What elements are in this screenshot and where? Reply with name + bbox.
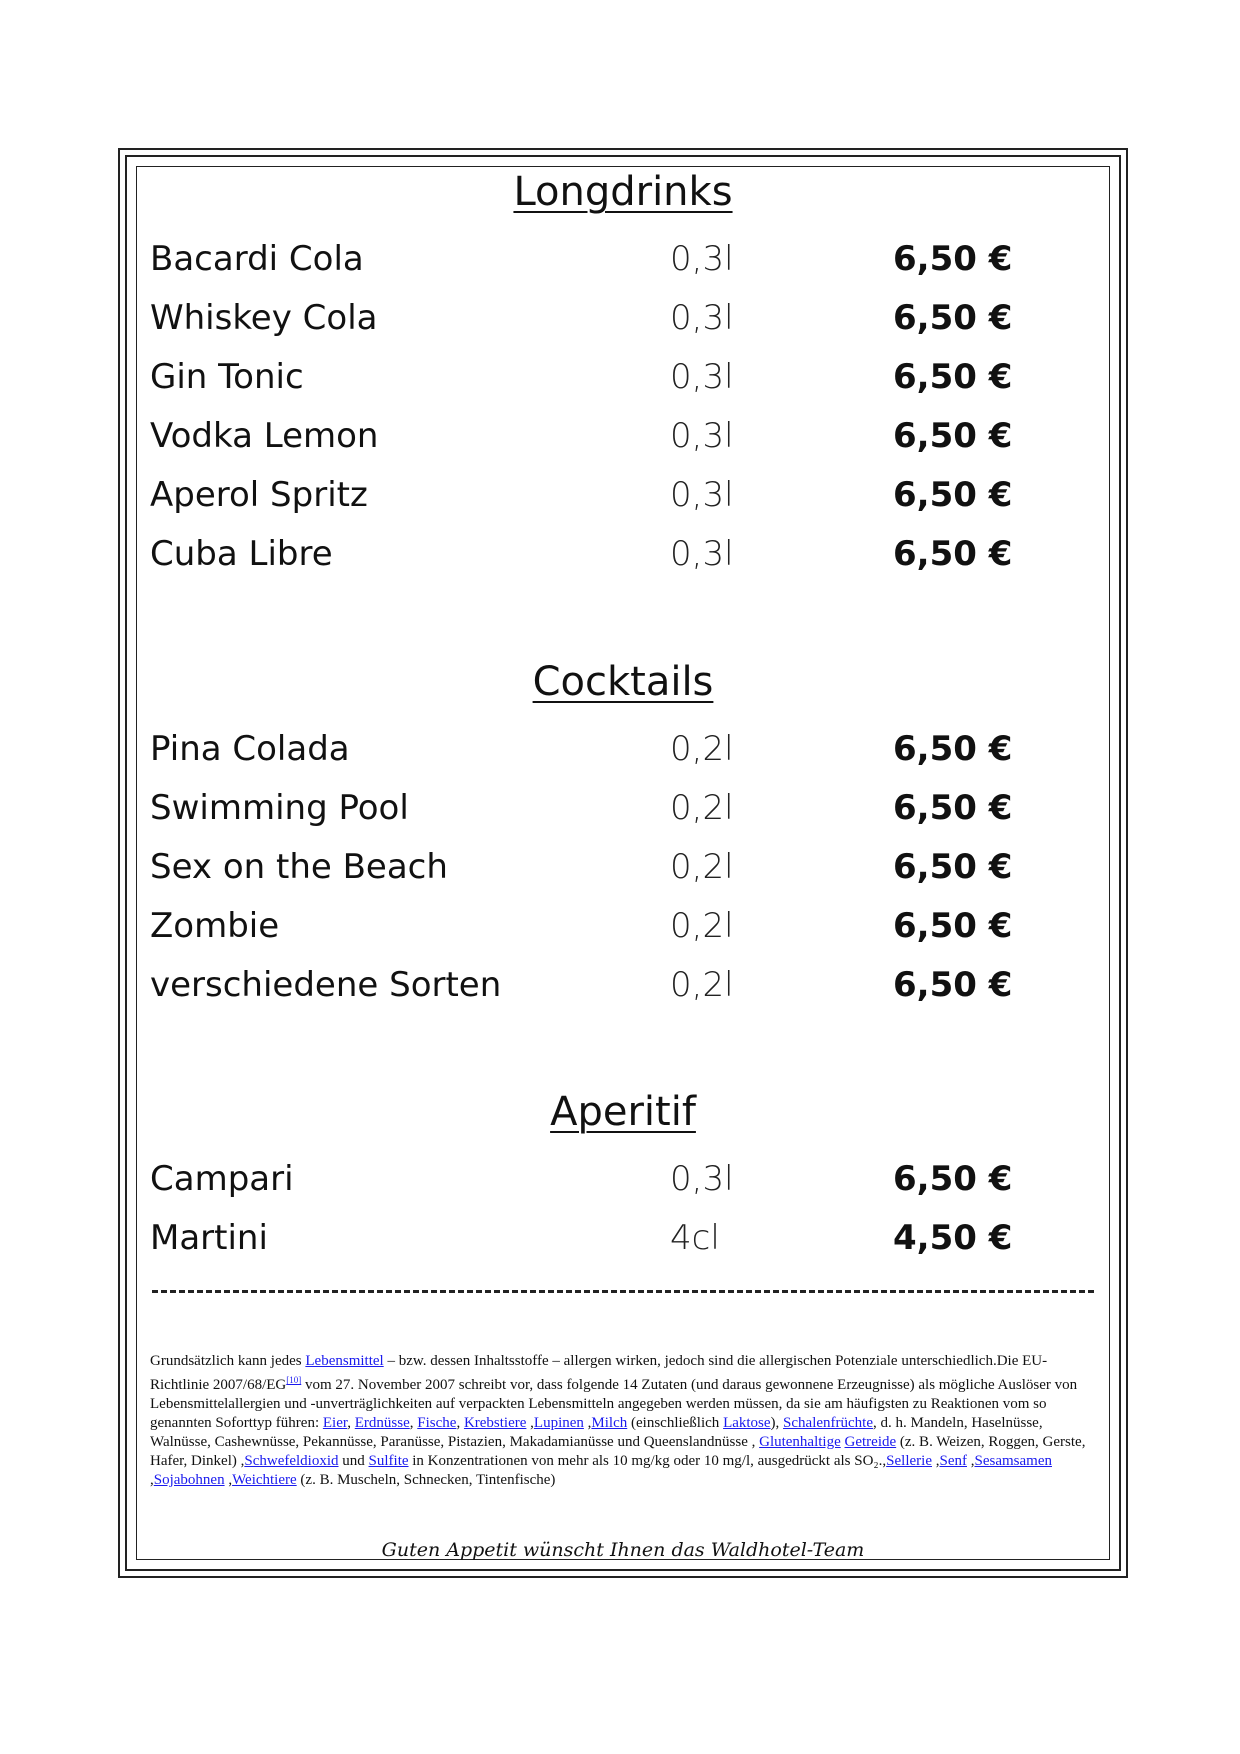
item-price: 6,50 € — [893, 298, 1013, 338]
link-glutenhaltige[interactable]: Glutenhaltige — [759, 1434, 841, 1450]
allergen-text: , — [967, 1453, 975, 1469]
item-name: Bacardi Cola — [150, 239, 364, 279]
item-price: 6,50 € — [893, 729, 1013, 769]
menu-item — [0, 527, 1240, 581]
menu-item — [0, 840, 1240, 894]
item-volume: 4cl — [670, 1218, 720, 1258]
item-name: Aperol Spritz — [150, 475, 368, 515]
item-volume: 0,2l — [670, 729, 734, 769]
link-laktose[interactable]: Laktose — [723, 1415, 771, 1431]
menu-item — [0, 958, 1240, 1012]
section-title-longdrinks: Longdrinks — [513, 169, 733, 215]
item-volume: 0,3l — [670, 534, 734, 574]
item-volume: 0,2l — [670, 965, 734, 1005]
link-lupinen[interactable]: Lupinen — [533, 1415, 584, 1431]
item-name: Gin Tonic — [150, 357, 304, 397]
menu-item — [0, 468, 1240, 522]
item-price: 6,50 € — [893, 534, 1013, 574]
item-name: Sex on the Beach — [150, 847, 448, 887]
link-getreide[interactable]: Getreide — [844, 1434, 897, 1450]
link-milch[interactable]: Milch — [591, 1415, 628, 1431]
item-volume: 0,3l — [670, 416, 734, 456]
link-sellerie[interactable]: Sellerie — [886, 1453, 932, 1469]
allergen-text: ), — [770, 1415, 784, 1431]
link-schwefeldioxid[interactable]: Schwefeldioxid — [244, 1453, 339, 1469]
allergen-text: (einschließlich — [627, 1415, 724, 1431]
item-volume: 0,2l — [670, 788, 734, 828]
link-weichtiere[interactable]: Weichtiere — [232, 1472, 297, 1488]
item-price: 4,50 € — [893, 1218, 1013, 1258]
menu-item — [0, 350, 1240, 404]
link-sesamsamen[interactable]: Sesamsamen — [974, 1453, 1052, 1469]
allergen-text: – bzw. dessen Inhaltsstoffe – allergen wirken, jedoch sind die allergischen Potenziale unterschiedlich.Die EU-Richtlinie 2007/68/EG — [150, 1353, 1048, 1393]
allergen-text: , — [409, 1415, 418, 1431]
item-name: Pina Colada — [150, 729, 350, 769]
item-price: 6,50 € — [893, 239, 1013, 279]
link-sulfite[interactable]: Sulfite — [368, 1453, 409, 1469]
item-price: 6,50 € — [893, 847, 1013, 887]
item-price: 6,50 € — [893, 965, 1013, 1005]
section-title-cocktails: Cocktails — [532, 659, 714, 705]
item-price: 6,50 € — [893, 357, 1013, 397]
menu-item — [0, 291, 1240, 345]
item-name: Swimming Pool — [150, 788, 409, 828]
link-krebstiere[interactable]: Krebstiere — [463, 1415, 527, 1431]
item-volume: 0,3l — [670, 1159, 734, 1199]
allergen-text: , — [456, 1415, 464, 1431]
allergen-text: in Konzentrationen von mehr als 10 mg/kg oder 10 mg/l, ausgedrückt als SO₂., — [408, 1453, 887, 1469]
allergen-text: , d. h. Mandeln, Haselnüsse, Walnüsse, Cashewnüsse, Pekannüsse, Paranüsse, Pistazien, Makadamianüsse und Queenslandnüsse , — [150, 1415, 1043, 1450]
item-name: Martini — [150, 1218, 268, 1258]
item-price: 6,50 € — [893, 475, 1013, 515]
item-name: Cuba Libre — [150, 534, 333, 574]
menu-item — [0, 781, 1240, 835]
item-volume: 0,3l — [670, 357, 734, 397]
dashed-divider — [152, 1290, 1094, 1293]
item-price: 6,50 € — [893, 788, 1013, 828]
link-sojabohnen[interactable]: Sojabohnen — [153, 1472, 225, 1488]
allergen-text: , — [224, 1472, 233, 1488]
item-name: Whiskey Cola — [150, 298, 378, 338]
item-price: 6,50 € — [893, 1159, 1013, 1199]
item-name: Zombie — [150, 906, 280, 946]
allergen-notice — [150, 1352, 1090, 1490]
item-volume: 0,3l — [670, 239, 734, 279]
link-senf[interactable]: Senf — [939, 1453, 967, 1469]
section-title-aperitif: Aperitif — [550, 1089, 696, 1135]
link-schalenfruechte[interactable]: Schalenfrüchte — [783, 1415, 874, 1431]
menu-item — [0, 409, 1240, 463]
item-name: Campari — [150, 1159, 294, 1199]
footer-greeting: Guten Appetit wünscht Ihnen das Waldhotel-Team — [381, 1539, 865, 1561]
menu-item — [0, 722, 1240, 776]
item-price: 6,50 € — [893, 416, 1013, 456]
menu-item — [0, 232, 1240, 286]
allergen-text: , — [583, 1415, 592, 1431]
item-name: Vodka Lemon — [150, 416, 379, 456]
allergen-text: , — [526, 1415, 534, 1431]
allergen-text: und — [338, 1453, 369, 1469]
item-name: verschiedene Sorten — [150, 965, 502, 1005]
allergen-text: , — [932, 1453, 940, 1469]
reference-link[interactable]: [10] — [286, 1375, 302, 1385]
item-price: 6,50 € — [893, 906, 1013, 946]
allergen-text: , — [347, 1415, 355, 1431]
link-eier[interactable]: Eier — [322, 1415, 348, 1431]
menu-item — [0, 1211, 1240, 1265]
allergen-text: , — [150, 1472, 154, 1488]
allergen-text: (z. B. Muscheln, Schnecken, Tintenfische) — [296, 1472, 556, 1488]
link-fische[interactable]: Fische — [417, 1415, 457, 1431]
link-lebensmittel[interactable]: Lebensmittel — [305, 1353, 384, 1369]
link-erdnuesse[interactable]: Erdnüsse — [354, 1415, 410, 1431]
menu-item — [0, 1152, 1240, 1206]
item-volume: 0,3l — [670, 475, 734, 515]
item-volume: 0,3l — [670, 298, 734, 338]
allergen-text: (z. B. Weizen, Roggen, Gerste, Hafer, Dinkel) , — [150, 1434, 1086, 1469]
item-volume: 0,2l — [670, 847, 734, 887]
menu-item — [0, 899, 1240, 953]
allergen-text: Grundsätzlich kann jedes — [150, 1353, 306, 1369]
item-volume: 0,2l — [670, 906, 734, 946]
allergen-text: vom 27. November 2007 schreibt vor, dass folgende 14 Zutaten (und daraus gewonnene Erzeugnisse) als mögliche Auslöser von Lebensmittelallergien und -unverträglichkeiten auf verpackten Lebensmitteln angegeben werden müssen, da sie am häufigsten zu Reaktionen vom so genannten Soforttyp führen: — [150, 1377, 1078, 1431]
